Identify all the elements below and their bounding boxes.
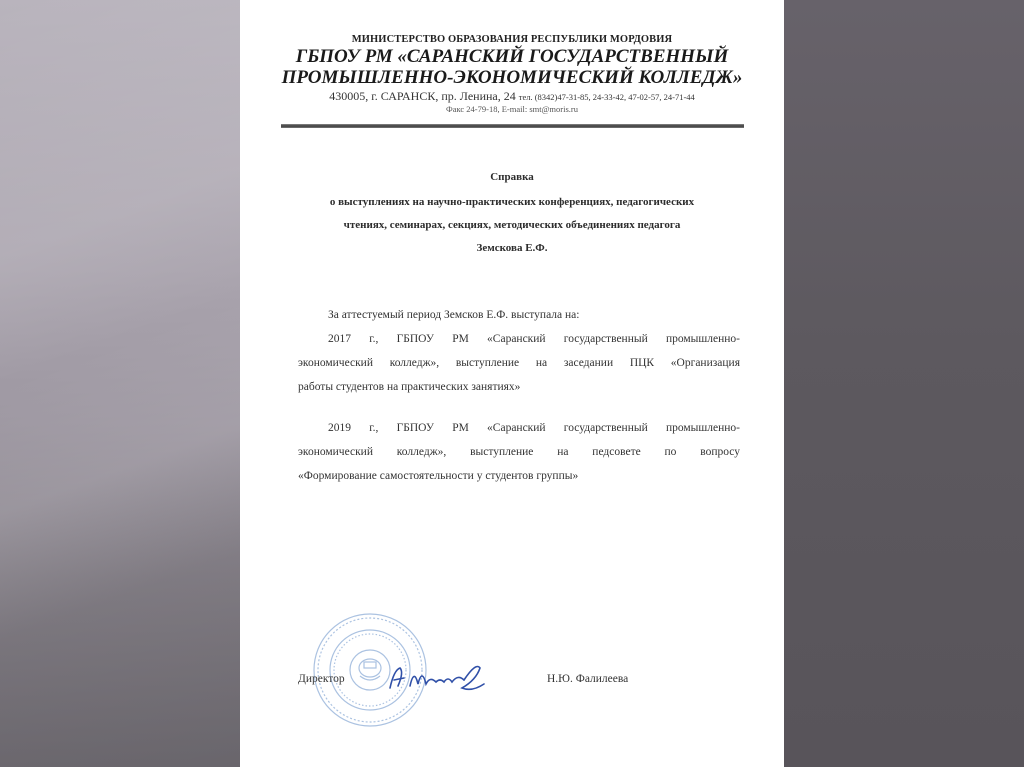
- document-subtitle-line1: о выступлениях на научно-практических конференциях, педагогических: [329, 196, 695, 208]
- entry-line: 2017 г., ГБПОУ РМ «Саранский государственный промышленно-: [328, 333, 740, 345]
- letterhead-phones: тел. (8342)47-31-85, 24-33-42, 47-02-57, 24-71-44: [518, 92, 695, 102]
- letterhead-ministry: МИНИСТЕРСТВО ОБРАЗОВАНИЯ РЕСПУБЛИКИ МОРДОВИЯ: [351, 34, 673, 45]
- entry-line: 2019 г., ГБПОУ РМ «Саранский государственный промышленно-: [328, 422, 740, 434]
- background-right-panel: [784, 0, 1024, 767]
- letterhead-fax-email: Факс 24-79-18, E-mail: smt@moris.ru: [445, 104, 578, 114]
- intro-paragraph: [298, 303, 740, 327]
- director-signature-icon: [380, 658, 500, 698]
- intro-text: За аттестуемый период Земсков Е.Ф. выступала на:: [328, 309, 580, 321]
- entry-2017: [298, 327, 740, 399]
- background-left-panel: [0, 0, 240, 767]
- letterhead-org-line1: ГБПОУ РМ «САРАНСКИЙ ГОСУДАРСТВЕННЫЙ: [295, 46, 729, 67]
- entry-line: экономический колледж», выступление на педсовете по вопросу: [298, 446, 740, 458]
- entry-line: работы студентов на практических занятиях»: [298, 381, 521, 393]
- document-subtitle-line2: чтениях, семинарах, секциях, методических объединениях педагога: [343, 219, 681, 231]
- entry-line: «Формирование самостоятельности у студентов группы»: [298, 470, 579, 482]
- letterhead-org-line2: ПРОМЫШЛЕННО-ЭКОНОМИЧЕСКИЙ КОЛЛЕДЖ»: [281, 67, 743, 88]
- letterhead-divider: [281, 124, 744, 128]
- signatory-name: Н.Ю. Фалилеева: [547, 673, 629, 685]
- letterhead-address: 430005, г. САРАНСК, пр. Ленина, 24: [329, 89, 519, 103]
- letterhead-address-row: [240, 89, 784, 104]
- entry-line: экономический колледж», выступление на заседании ПЦК «Организация: [298, 357, 740, 369]
- entry-2019: [298, 416, 740, 488]
- signatory-position: Директор: [298, 673, 345, 685]
- document-title: Справка: [490, 171, 534, 183]
- document-page: [240, 0, 784, 767]
- document-subtitle-line3: Земскова Е.Ф.: [476, 242, 548, 254]
